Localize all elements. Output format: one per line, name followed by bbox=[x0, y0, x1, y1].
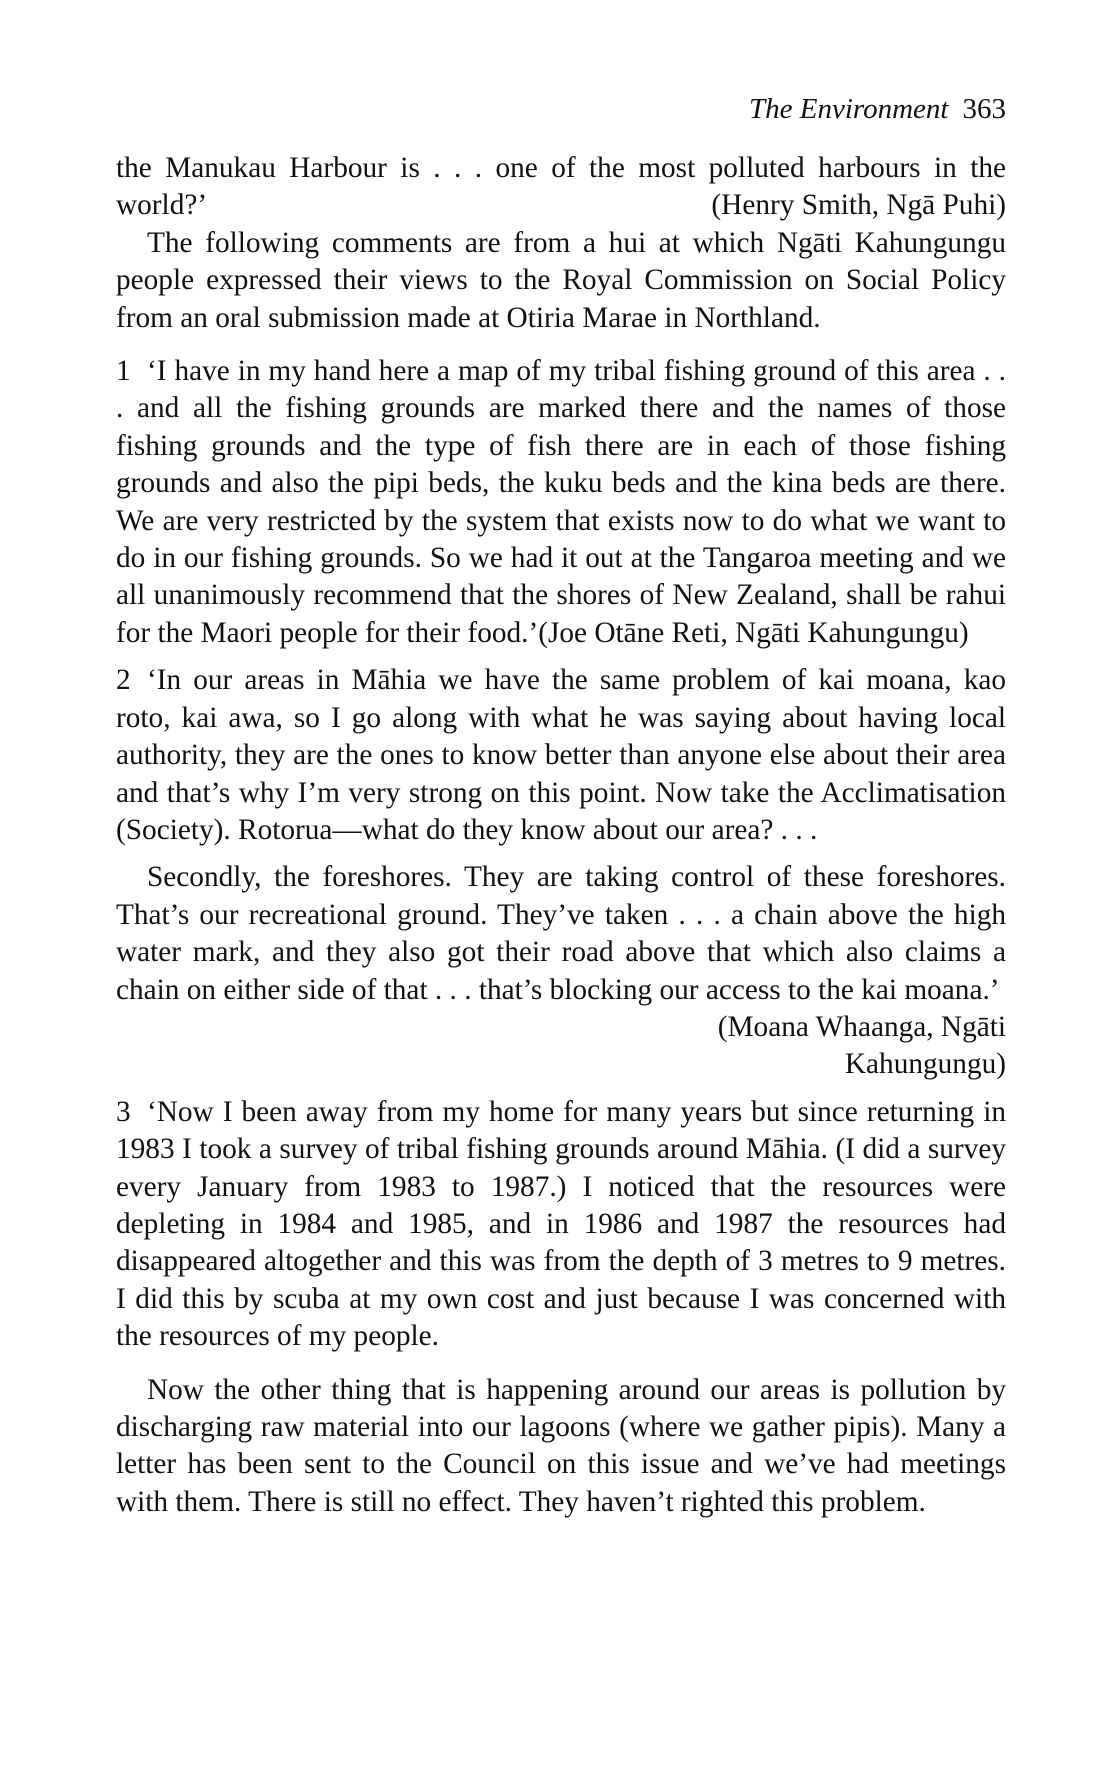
page-number: 363 bbox=[962, 93, 1006, 125]
comment-2-citation-line-2: Kahungungu) bbox=[844, 1048, 1006, 1081]
comment-1-citation: (Joe Otāne Reti, Ngāti Kahungungu) bbox=[538, 616, 969, 649]
comment-3 bbox=[116, 1094, 1006, 1356]
comment-2-text: ‘In our areas in Māhia we have the same problem of kai moana, kao roto, kai awa, so I go along with what he was saying about having local authority, they are the ones to know better than anyone else about their area and that’s why I’m very strong on this point. Now take the Acclimatisation (Society). Rotorua—what do they know about our area? . . . bbox=[116, 664, 1006, 846]
comment-2-number: 2 bbox=[116, 664, 131, 697]
comment-2-paragraph-2 bbox=[116, 859, 1006, 1043]
comment-1-number: 1 bbox=[116, 355, 131, 388]
opening-quote: the Manukau Harbour is . . . one of the most polluted harbours in the world?’ bbox=[116, 152, 1006, 222]
intro-paragraph: The following comments are from a hui at which Ngāti Kahungungu people expressed their views to the Royal Commission on Social Policy from an oral submission made at Otiria Marae in Northland. bbox=[116, 226, 1006, 334]
comment-1 bbox=[116, 353, 1006, 652]
comment-3-number: 3 bbox=[116, 1095, 131, 1128]
opening-quote-paragraph bbox=[116, 150, 1006, 225]
opening-citation: (Henry Smith, Ngā Puhi) bbox=[711, 189, 1006, 222]
comment-3-text: ‘Now I been away from my home for many years but since returning in 1983 I took a survey of tribal fishing grounds around Māhia. (I did a survey every January from 1983 to 1987.) I noticed that the resources were depleting in 1984 and 1985, and in 1986 and 1987 the resources had disappeared altogether and this was from the depth of 3 metres to 9 metres. I did this by scuba at my own cost and just because I was concerned with the resources of my people. bbox=[116, 1095, 1006, 1353]
comment-2-citation-line-1: (Moana Whaanga, Ngāti bbox=[717, 1010, 1006, 1043]
body-text bbox=[116, 150, 1006, 1521]
chapter-title: The Environment bbox=[749, 93, 949, 125]
comment-2 bbox=[116, 662, 1006, 849]
comment-1-text: ‘I have in my hand here a map of my tribal fishing ground of this area . . . and all the fishing grounds are marked there and the names of those fishing grounds and the type of fish there are in each of those fishing grounds and also the pipi beds, the kuku beds and the kina beds are there. We are very restricted by the system that exists now to do what we want to do in our fishing grounds. So we had it out at the Tangaroa meeting and we all unanimously recommend that the shores of New Zealand, shall be rahui for the Maori people for their food.’ bbox=[116, 355, 1006, 649]
comment-2-para2-text: Secondly, the foreshores. They are taking control of these foreshores. That’s our recreational ground. They’ve taken . . . a chain above the high water mark, and they also got their road above that which also claims a chain on either side of that . . . that’s blocking our access to the kai moana.’ bbox=[116, 861, 1006, 1006]
running-head bbox=[749, 92, 1006, 126]
comment-3-paragraph-2: Now the other thing that is happening around our areas is pollution by discharging raw material into our lagoons (where we gather pipis). Many a letter has been sent to the Council on this issue and we’ve had meetings with them. There is still no effect. They haven’t righted this problem. bbox=[116, 1373, 1006, 1518]
